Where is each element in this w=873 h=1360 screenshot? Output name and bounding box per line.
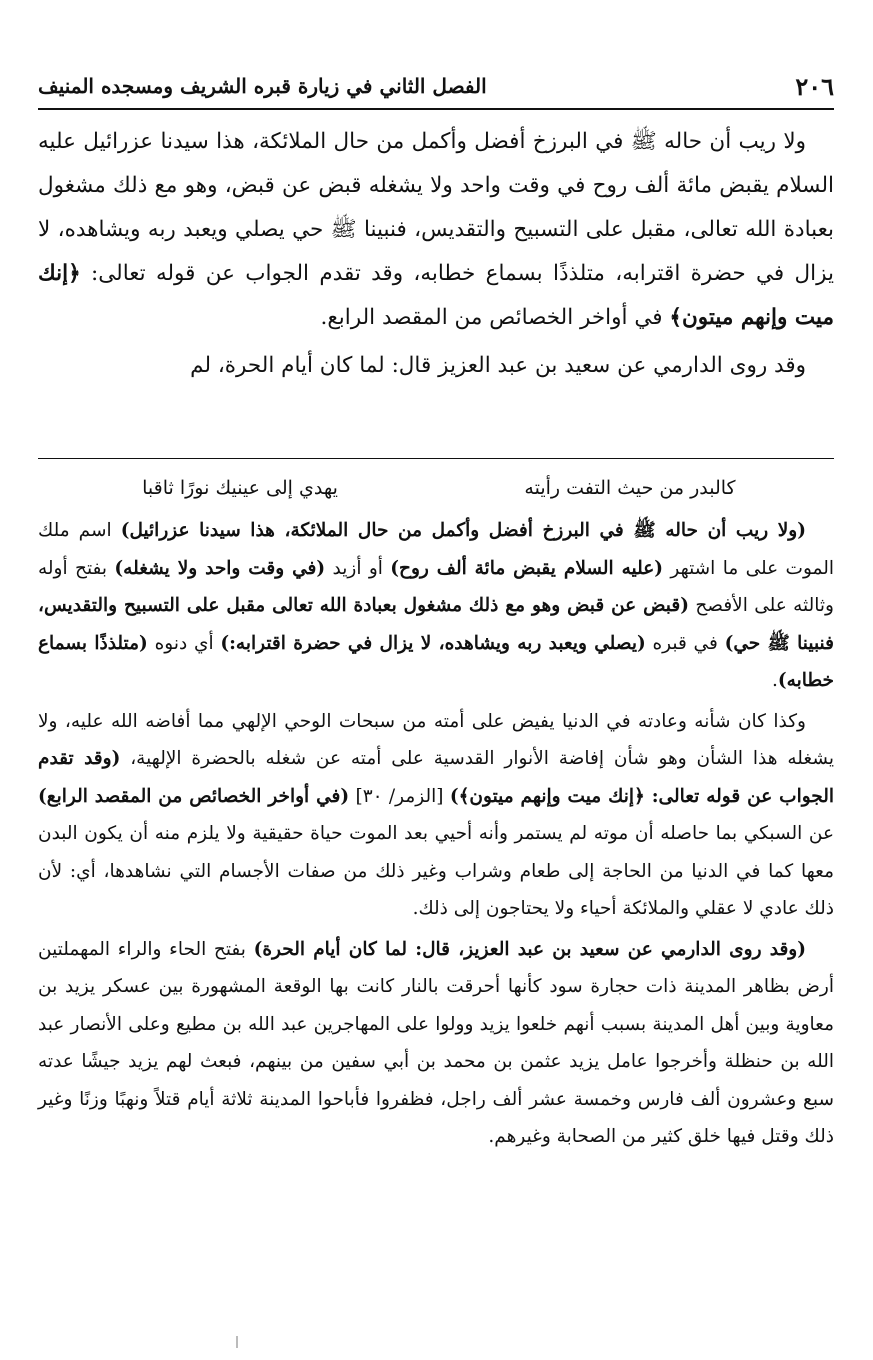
commentary-run: عن السبكي بما حاصله أن موته لم يستمر وأنه أحيي بعد الموت حياة حقيقية ولا يلزم منه أن يكون البدن معها كما في الدنيا من الحاجة إلى طعام وشراب وغير ذلك من صفات الأجسام التي نشاهدها، أي: لأن ذلك عادي لا عقلي والملائكة أحياء ولا يحتاجون إلى ذلك.	[38, 823, 834, 919]
quoted-matn: (في أواخر الخصائص من المقصد الرابع)	[38, 785, 350, 807]
poem-hemistich-left: يهدي إلى عينيك نورًا ثاقبا	[142, 477, 338, 499]
main-text-run: في أواخر الخصائص من المقصد الرابع.	[320, 305, 670, 330]
commentary-run: اسم ملك الموت على ما اشتهر	[38, 520, 835, 579]
quoted-matn: (في وقت واحد ولا يشغله)	[114, 557, 326, 579]
main-paragraph	[38, 120, 834, 340]
quoted-matn: (يصلي ويعبد ربه ويشاهده، لا يزال في حضرة اقترابه:)	[220, 632, 646, 654]
main-text-run: ولا ريب أن حاله ﷺ في البرزخ أفضل وأكمل من حال الملائكة، هذا سيدنا عزرائيل عليه السلام يقبض مائة ألف روح في وقت واحد ولا يشغله قبض عن قبض، وهو مع ذلك مشغول بعبادة الله تعالى، مقبل على التسبيح والتقديس، فنبينا ﷺ حي يصلي ويعبد ربه ويشاهده، لا يزال في حضرة اقترابه، متلذذًا بسماع خطابه، وقد تقدم الجواب عن قوله تعالى:	[38, 129, 834, 286]
poem-hemistich-right: كالبدر من حيث التفت رأيته	[524, 477, 736, 499]
footnote-rule	[38, 458, 834, 459]
chapter-title: الفصل الثاني في زيارة قبره الشريف ومسجده المنيف	[38, 74, 487, 98]
commentary-paragraph	[38, 512, 834, 700]
quoted-matn: (عليه السلام يقبض مائة ألف روح)	[390, 557, 663, 579]
commentary-paragraph	[38, 703, 834, 928]
commentary-run: في قبره	[645, 632, 725, 654]
header-rule	[38, 108, 834, 110]
quoted-matn: (وقد روى الدارمي عن سعيد بن عبد العزيز، قال: لما كان أيام الحرة)	[253, 938, 806, 960]
commentary-run: أو أزيد	[325, 557, 391, 579]
commentary-run: أي دنوه	[147, 632, 221, 654]
running-header	[38, 66, 834, 106]
poem-verse	[60, 466, 810, 510]
quoted-matn: (متلذذًا بسماع خطابه)	[38, 632, 834, 691]
scan-mark	[236, 1336, 238, 1348]
main-text	[38, 120, 834, 388]
quran-quote: ﴿إنك ميت وإنهم ميتون﴾	[38, 261, 834, 330]
page-number: ٢٠٦	[795, 71, 834, 101]
commentary-run: بفتح أوله وثالثه على الأفصح	[38, 557, 834, 616]
quoted-matn: (ولا ريب أن حاله ﷺ في البرزخ أفضل وأكمل من حال الملائكة، هذا سيدنا عزرائيل)	[120, 520, 806, 541]
citation: [الزمر/ ٣٠]	[349, 785, 450, 807]
main-paragraph: وقد روى الدارمي عن سعيد بن عبد العزيز قال: لما كان أيام الحرة، لم	[190, 353, 806, 378]
commentary-run: .	[772, 670, 778, 691]
commentary-run: بفتح الحاء والراء المهملتين أرض بظاهر المدينة ذات حجارة سود كأنها أحرقت بالنار كانت بها الوقعة المشهورة بين عسكر يزيد بن معاوية وبين أهل المدينة بسبب أنهم خلعوا يزيد وولوا على المهاجرين عبد الله بن مطيع وعلى الأنصار عبد الله بن حنظلة وأخرجوا عامل يزيد عثمن بن محمد بن أبي سفين من بينهم، فبعث لهم يزيد جيشًا عدته سبع وعشرون ألف فارس وخمسة عشر ألف راجل، فظفروا فأباحوا المدينة ثلاثة أيام قتلاً ونهبًا وزنًا وغير ذلك وقتل فيها خلق كثير من الصحابة وغيرهم.	[38, 938, 834, 1147]
commentary-paragraph	[38, 931, 834, 1156]
quoted-matn: (وقد تقدم الجواب عن قوله تعالى: ﴿إنك ميت وإنهم ميتون﴾)	[38, 748, 834, 807]
commentary-run: وكذا كان شأنه وعادته في الدنيا يفيض على أمته من سبحات الوحي الإلهي مما أفاضه الله عليه، ولا يشغله هذا الشأن وهو شأن إفاضة الأنوار القدسية على أمته عن شغله بالحضرة الإلهية،	[38, 710, 835, 769]
commentary	[38, 512, 834, 1156]
quoted-matn: (قبض عن قبض وهو مع ذلك مشغول بعبادة الله تعالى مقبل على التسبيح والتقديس، فنبينا ﷺ حي)	[38, 595, 834, 654]
